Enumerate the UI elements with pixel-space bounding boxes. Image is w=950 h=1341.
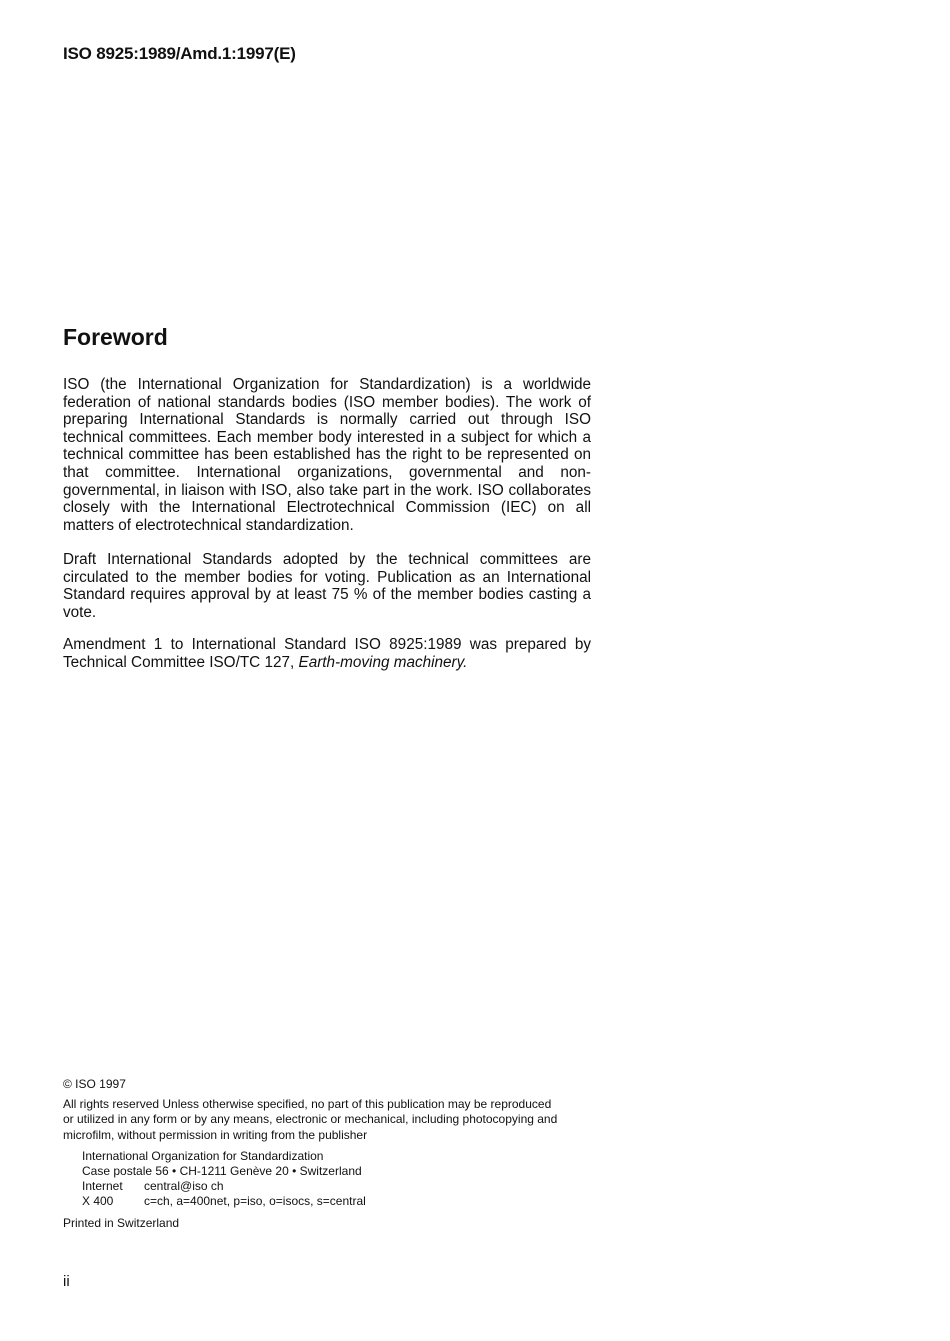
internet-row <box>82 1179 563 1194</box>
rights-reserved-text: All rights reserved Unless otherwise specified, no part of this publication may be reproduced or utilized in any form or by any means, electronic or mechanical, including photocopying and microfilm, without permission in writing from the publisher <box>63 1097 558 1142</box>
x400-label: X 400 <box>82 1194 114 1209</box>
copyright-notice: © ISO 1997 <box>63 1077 126 1091</box>
internet-address: central@iso ch <box>144 1179 224 1194</box>
foreword-heading: Foreword <box>63 324 168 350</box>
paragraph-3-text: Amendment 1 to International Standard ISO 8925:1989 was prepared by Technical Committee ISO/TC 127, <box>63 636 591 671</box>
page-number: ii <box>63 1273 70 1290</box>
x400-address: c=ch, a=400net, p=iso, o=isocs, s=central <box>144 1194 366 1209</box>
internet-label: Internet <box>82 1179 123 1194</box>
committee-title: Earth-moving machinery. <box>298 653 468 671</box>
postal-address: Case postale 56 • CH-1211 Genève 20 • Switzerland <box>82 1164 362 1179</box>
copyright-block <box>63 1077 563 1231</box>
publisher-address <box>82 1149 563 1210</box>
foreword-paragraph-2: Draft International Standards adopted by the technical committees are circulated to the member bodies for voting. Publication as an International Standard requires approval by at least 75 % of the member bodies casting a vote. <box>63 551 591 621</box>
foreword-paragraph-1: ISO (the International Organization for Standardization) is a worldwide federation of national standards bodies (ISO member bodies). The work of preparing International Standards is normally carried out through ISO technical committees. Each member body interested in a subject for which a technical committee has been established has the right to be represented on that committee. International organizations, governmental and non-governmental, in liaison with ISO, also take part in the work. ISO collaborates closely with the International Electrotechnical Commission (IEC) on all matters of electrotechnical standardization. <box>63 376 591 534</box>
organization-name: International Organization for Standardization <box>82 1148 324 1163</box>
x400-row <box>82 1194 563 1209</box>
document-code-header: ISO 8925:1989/Amd.1:1997(E) <box>63 44 296 63</box>
printed-location: Printed in Switzerland <box>63 1215 180 1230</box>
foreword-paragraph-3 <box>63 636 591 671</box>
